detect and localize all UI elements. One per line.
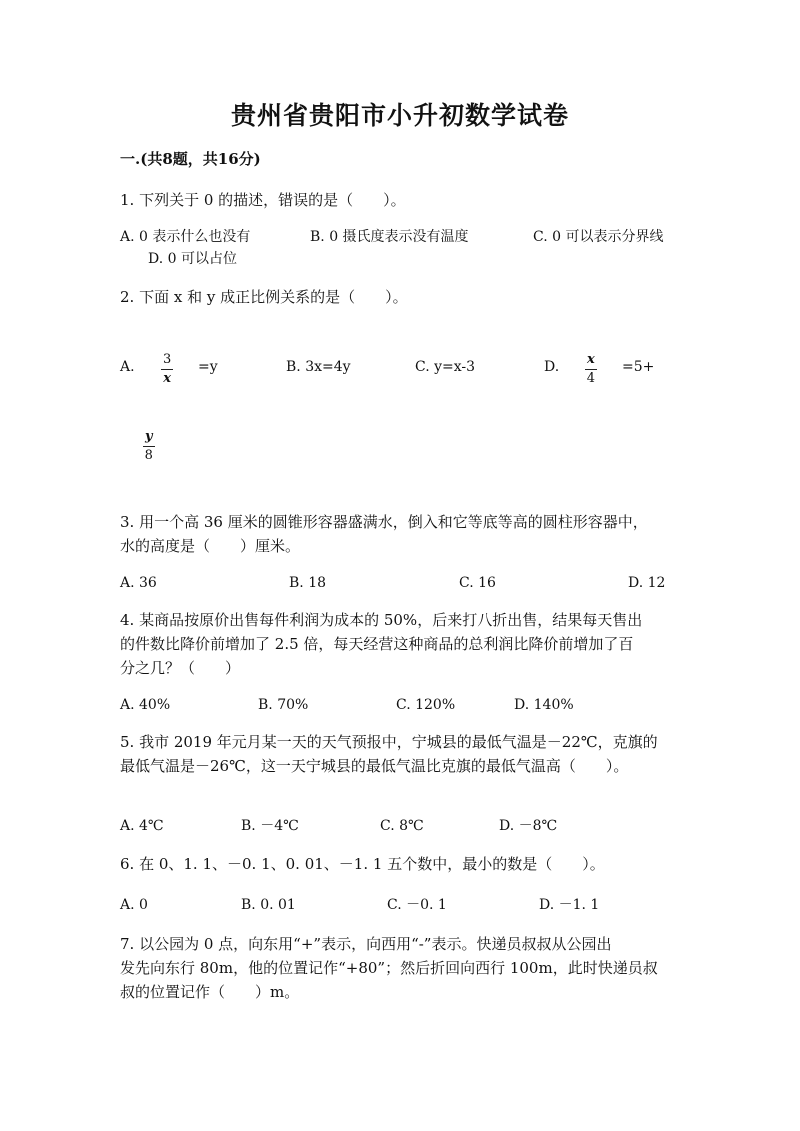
question-4-line-2: 的件数比降价前增加了 2.5 倍，每天经营这种商品的总利润比降价前增加了百 xyxy=(120,635,634,653)
question-3-option-c: C. 16 xyxy=(459,575,496,591)
question-2-option-c: C. y=x-3 xyxy=(415,359,476,375)
question-3-option-a: A. 36 xyxy=(120,575,157,591)
question-4-option-b: B. 70% xyxy=(258,697,309,713)
question-4-option-c: C. 120% xyxy=(396,697,456,713)
question-1-option-d: D. 0 可以占位 xyxy=(148,251,237,267)
question-2-option-d-tail: =5+ xyxy=(622,359,655,375)
fraction-numerator xyxy=(143,430,155,447)
question-5-option-d: D. －8℃ xyxy=(499,818,558,834)
fraction-denominator xyxy=(163,370,171,386)
question-3-option-b: B. 18 xyxy=(289,575,327,591)
fraction-numerator xyxy=(585,353,597,370)
question-5-option-b: B. －4℃ xyxy=(241,818,299,834)
question-6-option-d: D. －1. 1 xyxy=(539,897,600,913)
question-7-line-2: 发先向东行 80m，他的位置记作“+80”；然后折回向西行 100m，此时快递员叔 xyxy=(120,959,658,977)
page-title: 贵州省贵阳市小升初数学试卷 xyxy=(230,101,569,130)
question-4-option-a: A. 40% xyxy=(120,697,171,713)
fraction-denominator-text: x xyxy=(163,371,172,386)
question-3-line-2: 水的高度是（ ）厘米。 xyxy=(120,537,301,555)
question-6-option-a: A. 0 xyxy=(120,897,148,913)
question-7-line-3: 叔的位置记作（ ）m。 xyxy=(120,983,300,1001)
question-2-option-a-label: A. xyxy=(120,359,135,375)
question-2-text: 2. 下面 x 和 y 成正比例关系的是（ ）。 xyxy=(120,288,408,306)
question-2-option-a-fraction xyxy=(161,353,173,386)
question-1-option-b: B. 0 摄氏度表示没有温度 xyxy=(310,229,469,245)
fraction-numerator: 3 xyxy=(161,353,173,370)
question-5-option-c: C. 8℃ xyxy=(380,818,424,834)
question-5-line-2: 最低气温是－26℃，这一天宁城县的最低气温比克旗的最低气温高（ ）。 xyxy=(120,757,629,775)
fraction-numerator-text: y xyxy=(145,429,153,444)
question-1-text: 1. 下列关于 0 的描述，错误的是（ ）。 xyxy=(120,191,406,209)
fraction-numerator-text: x xyxy=(587,352,595,367)
question-2-option-d-label: D. xyxy=(544,359,560,375)
question-1-option-c: C. 0 可以表示分界线 xyxy=(533,229,664,245)
question-3-option-d: D. 12 xyxy=(628,575,666,591)
question-6-option-c: C. －0. 1 xyxy=(387,897,447,913)
section-heading: 一.(共8题，共16分) xyxy=(120,150,261,168)
question-5-line-1: 5. 我市 2019 年元月某一天的天气预报中，宁城县的最低气温是－22℃，克旗的 xyxy=(120,733,658,751)
question-2-option-d-fraction-2 xyxy=(143,430,155,463)
question-3-line-1: 3. 用一个高 36 厘米的圆锥形容器盛满水，倒入和它等底等高的圆柱形容器中， xyxy=(120,513,648,531)
question-6-text: 6. 在 0、1. 1、－0. 1、0. 01、－1. 1 五个数中，最小的数是（ ）。 xyxy=(120,855,605,873)
question-2-option-a-tail: =y xyxy=(198,359,218,375)
fraction-denominator: 8 xyxy=(144,448,153,463)
question-2-option-d-fraction xyxy=(585,353,597,386)
question-5-option-a: A. 4℃ xyxy=(120,818,164,834)
question-1-option-a: A. 0 表示什么也没有 xyxy=(120,229,251,245)
question-4-line-1: 4. 某商品按原价出售每件利润为成本的 50%，后来打八折出售，结果每天售出 xyxy=(120,611,643,629)
question-7-line-1: 7. 以公园为 0 点，向东用“+”表示，向西用“-”表示。快递员叔叔从公园出 xyxy=(120,935,612,953)
question-6-option-b: B. 0. 01 xyxy=(241,897,296,913)
fraction-denominator: 4 xyxy=(586,371,596,386)
question-4-option-d: D. 140% xyxy=(514,697,574,713)
question-2-option-b: B. 3x=4y xyxy=(286,359,351,375)
question-4-line-3: 分之几？（ ） xyxy=(120,659,241,677)
